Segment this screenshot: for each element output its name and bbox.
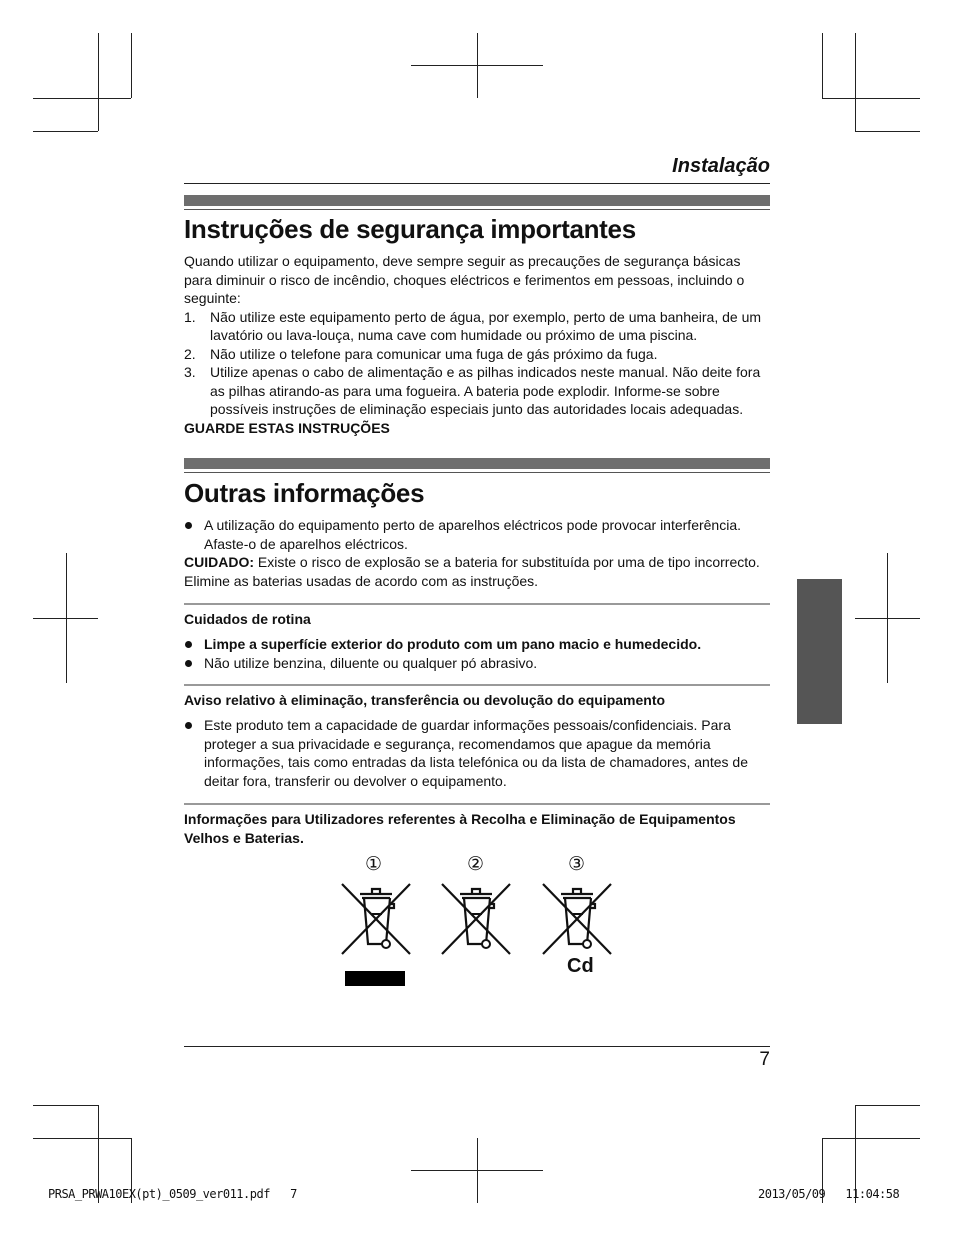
section-header: Instalação (672, 155, 770, 177)
list-item: 1. Não utilize este equipamento perto de água, por exemplo, perto de uma banheira, de um lavatório ou lava-louça, numa cave com humidade ou próximo de uma piscina. (184, 308, 762, 343)
black-bar (345, 971, 405, 986)
list-item: 3. Utilize apenas o cabo de alimentação e as pilhas indicados neste manual. Não deite fora as pilhas atirando-as para uma fogueira. A bateria pode explodir. Informe-se sobre possíveis instruções de eliminação especiais junto das autoridades locais adequadas. (184, 364, 761, 417)
save-instructions: GUARDE ESTAS INSTRUÇÕES (184, 419, 390, 436)
safety-intro: Quando utilizar o equipamento, deve sempre seguir as precauções de segurança básicas para diminuir o risco de incêndio, choques eléctricos e ferimentos em pessoas, incluindo o seguinte: (184, 253, 745, 306)
bullet-icon (185, 722, 192, 729)
list-item: Este produto tem a capacidade de guardar informações pessoais/confidenciais. Para proteger a sua privacidade e segurança, recomendamos que apague da memória informações, tais como entradas da lista telefónica ou da lista de chamadores, antes de deitar fora, transferir ou devolver o equipamento. (184, 716, 770, 790)
marker-1: ① (365, 854, 383, 875)
marker-3: ③ (568, 854, 586, 875)
marker-2: ② (467, 854, 485, 875)
disposal-body (184, 716, 770, 790)
section-band (184, 195, 770, 206)
list-item: Limpe a superfície exterior do produto com um pano macio e humedecido. (184, 635, 770, 654)
section-band-rule (184, 472, 770, 473)
list-item: A utilização do equipamento perto de aparelhos eléctricos pode provocar interferência. Afaste-o de aparelhos eléctricos. (184, 516, 770, 553)
side-tab (797, 579, 842, 724)
subsection-rule (184, 684, 770, 686)
other-title: Outras informações (184, 478, 425, 508)
safety-title: Instruções de segurança importantes (184, 214, 636, 244)
section-band-rule (184, 209, 770, 210)
cd-label: Cd (567, 955, 594, 977)
bullet-icon (185, 660, 192, 667)
subsection-rule (184, 603, 770, 605)
caution-text: CUIDADO: Existe o risco de explosão se a bateria for substituída por uma de tipo incorrecto. Elimine as baterias usadas de acordo com as instruções. (184, 554, 760, 589)
other-body (184, 516, 770, 590)
list-item: Não utilize benzina, diluente ou qualquer pó abrasivo. (184, 654, 770, 673)
page-number: 7 (759, 1049, 770, 1070)
header-rule (184, 183, 770, 184)
care-title: Cuidados de rotina (184, 611, 311, 627)
bullet-icon (185, 522, 192, 529)
recycling-title: Informações para Utilizadores referentes à Recolha e Eliminação de Equipamentos Velhos e Baterias. (184, 811, 736, 846)
bullet-icon (185, 641, 192, 648)
list-item: 2. Não utilize o telefone para comunicar uma fuga de gás próximo da fuga. (184, 345, 658, 362)
subsection-rule (184, 803, 770, 805)
print-file-info: PRSA_PRWA10EX(pt)_0509_ver011.pdf 7 (48, 1187, 297, 1201)
crossed-bin-icon (438, 880, 514, 958)
section-band (184, 458, 770, 469)
care-body (184, 635, 770, 672)
disposal-title: Aviso relativo à eliminação, transferência ou devolução do equipamento (184, 692, 666, 708)
crossed-bin-cd-icon (539, 880, 615, 958)
footer-rule (184, 1046, 770, 1047)
crossed-bin-bar-icon (338, 880, 414, 958)
print-datetime: 2013/05/09 11:04:58 (758, 1187, 900, 1201)
safety-body (184, 252, 770, 437)
